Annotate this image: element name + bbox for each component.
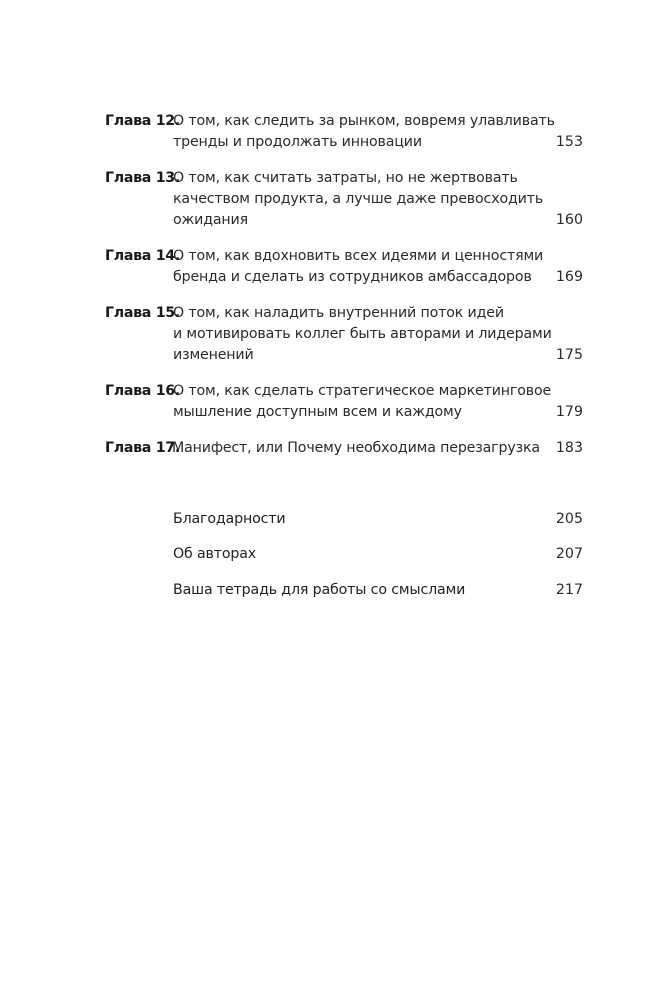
page-number: 205 (555, 511, 583, 527)
chapter-label: Глава 17. (105, 440, 180, 456)
chapter-title-line: тренды и продолжать инновации (173, 134, 422, 150)
page-number: 153 (555, 134, 583, 150)
page-number: 160 (555, 212, 583, 228)
chapter-title-line: ожидания (173, 212, 249, 228)
chapter-title-line: изменений (173, 347, 254, 363)
backmatter-title: Об авторах (173, 546, 257, 562)
page-number: 169 (555, 269, 583, 285)
page-number: 179 (555, 404, 583, 420)
chapter-title-line: О том, как считать затраты, но не жертвовать (173, 170, 518, 186)
chapter-title-line: О том, как вдохновить всех идеями и ценностями (173, 248, 544, 264)
chapter-title-line: О том, как сделать стратегическое маркетинговое (173, 383, 552, 399)
chapter-title-line: О том, как следить за рынком, вовремя улавливать (173, 113, 555, 129)
page-number: 207 (555, 546, 583, 562)
chapter-label: Глава 16. (105, 383, 180, 399)
chapter-title-line: бренда и сделать из сотрудников амбассадоров (173, 269, 532, 285)
backmatter-title: Благодарности (173, 511, 286, 527)
chapter-title-line: качеством продукта, а лучше даже превосходить (173, 191, 544, 207)
chapter-title-line: О том, как наладить внутренний поток идей (173, 305, 504, 321)
page-number: 175 (555, 347, 583, 363)
chapter-title-line: мышление доступным всем и каждому (173, 404, 462, 420)
chapter-label: Глава 14. (105, 248, 180, 264)
page-number: 217 (555, 582, 583, 598)
chapter-title-line: и мотивировать коллег быть авторами и лидерами (173, 326, 552, 342)
chapter-label: Глава 13. (105, 170, 180, 186)
backmatter-title: Ваша тетрадь для работы со смыслами (173, 582, 466, 598)
chapter-label: Глава 12. (105, 113, 180, 129)
chapter-title-line: Манифест, или Почему необходима перезагрузка (172, 440, 540, 456)
chapter-label: Глава 15. (105, 305, 180, 321)
page-number: 183 (555, 440, 583, 456)
